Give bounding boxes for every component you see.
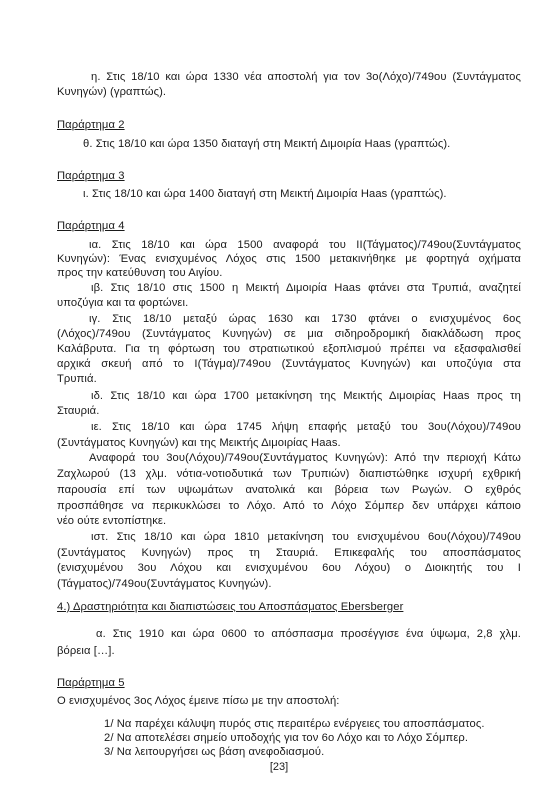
paragraph-line: α. Στις 1910 και ώρα 0600 το απόσπασμα προσέγγισε ένα ύψωμα, 2,8 χλμ. (96, 628, 521, 640)
paragraph-line: Κυνηγών) (γραπτώς). (57, 86, 167, 98)
paragraph-line: (Συντάγματος Κυνηγών) προς τη Σταυριά. Επικεφαλής του αποσπάσματος (57, 547, 521, 559)
paragraph-line: Αναφορά του 3ου(Λόχου)/749ου(Συντάγματος Κυνηγών): Από την περιοχή Κάτω (89, 452, 521, 464)
paragraph-line: (Λόχος)/749ου (Συντάγματος Κυνηγών) σε μια σιδηροδρομική διακλάδωση προς (57, 328, 521, 340)
paragraph-line: (Συντάγματος Κυνηγών) και της Μεικτής Διμοιρίας Haas. (57, 437, 341, 449)
list-item: 2/ Να αποτελέσει σημείο υποδοχής για τον 6ο Λόχο και το Λόχο Σόμπερ. (104, 732, 469, 744)
section-heading: 4.) Δραστηριότητα και διαπιστώσεις του Αποσπάσματος Ebersberger (57, 601, 404, 613)
appendix-heading: Παράρτημα 5 (57, 677, 125, 689)
page-number: [23] (269, 761, 289, 773)
list-item: 1/ Να παρέχει κάλυψη πυρός στις περαιτέρω ενέργειες του αποσπάσματος. (104, 718, 485, 730)
appendix-heading: Παράρτημα 3 (57, 170, 125, 182)
paragraph-line: ιβ. Στις 18/10 στις 1500 η Μεικτή Διμοιρία Haas φτάνει στα Τρυπιά, αναζητεί (91, 282, 521, 294)
paragraph-line: (ενισχυμένου 3ου Λόχου και ενισχυμένου 6ου Λόχου) ο Διοικητής του Ι (57, 562, 521, 574)
paragraph-line: ι. Στις 18/10 και ώρα 1400 διαταγή στη Μεικτή Διμοιρία Haas (γραπτώς). (83, 188, 447, 200)
appendix-heading: Παράρτημα 4 (57, 220, 125, 232)
list-item: 3/ Να λειτουργήσει ως βάση ανεφοδιασμού. (104, 746, 325, 758)
paragraph-line: υποζύγια και τα φορτώνει. (57, 297, 189, 309)
paragraph-line: ιγ. Στις 18/10 μεταξύ ώρας 1630 και 1730 φτάνει ο ενισχυμένος 6ος (89, 313, 521, 325)
paragraph-line: ιε. Στις 18/10 και ώρα 1745 λήψη επαφής μεταξύ του 3ου(Λόχου)/749ου (91, 421, 521, 433)
paragraph-line: Σταυριά. (57, 405, 100, 417)
paragraph-line: (Τάγματος)/749ου(Συντάγματος Κυνηγών). (57, 578, 272, 590)
paragraph-line: ιστ. Στις 18/10 και ώρα 1810 μετακίνηση του ενισχυμένου 6ου(Λόχου)/749ου (91, 531, 521, 543)
paragraph-line: νέο ούτε εντοπίστηκε. (57, 515, 167, 527)
paragraph-line: προσπάθησε να περικυκλώσει το Λόχο. Από το Λόχο Σόμπερ δεν υπάρχει κάποιο (57, 500, 521, 512)
paragraph-line: προς την κατεύθυνση του Αιγίου. (57, 267, 223, 279)
paragraph-line: Ζαχλωρού (13 χλμ. νότια-νοτιοδυτικά των Τρυπιών) διαπιστώθηκε ισχυρή εχθρική (57, 468, 521, 480)
paragraph-line: Τρυπιά. (57, 373, 97, 385)
paragraph-line: θ. Στις 18/10 και ώρα 1350 διαταγή στη Μεικτή Διμοιρία Haas (γραπτώς). (83, 138, 451, 150)
paragraph-line: αρχικά σκευή από το Ι(Τάγμα)/749ου (Συντάγματος Κυνηγών) και υποζύγια στα (57, 358, 521, 370)
paragraph-line: Κυνηγών): Ένας ενισχυμένος Λόχος στις 1500 μετακινήθηκε με φορτηγά οχήματα (57, 253, 521, 265)
paragraph-line: Ο ενισχυμένος 3ος Λόχος έμεινε πίσω με την αποστολή: (57, 695, 340, 707)
paragraph-line: η. Στις 18/10 και ώρα 1330 νέα αποστολή για τον 3ο(Λόχο)/749ου (Συντάγματος (91, 71, 521, 83)
paragraph-line: βόρεια […]. (57, 645, 115, 657)
paragraph-line: ιδ. Στις 18/10 και ώρα 1700 μετακίνηση της Μεικτής Διμοιρίας Haas προς τη (91, 390, 521, 402)
paragraph-line: παρουσία επί των υψωμάτων ανατολικά και βόρεια των Ρωγών. Ο εχθρός (57, 484, 521, 496)
paragraph-line: Καλάβρυτα. Για τη φόρτωση του στρατιωτικού εξοπλισμού πρέπει να εξασφαλισθεί (57, 343, 521, 355)
appendix-heading: Παράρτημα 2 (57, 119, 125, 131)
paragraph-line: ια. Στις 18/10 και ώρα 1500 αναφορά του ΙΙ(Τάγματος)/749ου(Συντάγματος (89, 239, 521, 251)
